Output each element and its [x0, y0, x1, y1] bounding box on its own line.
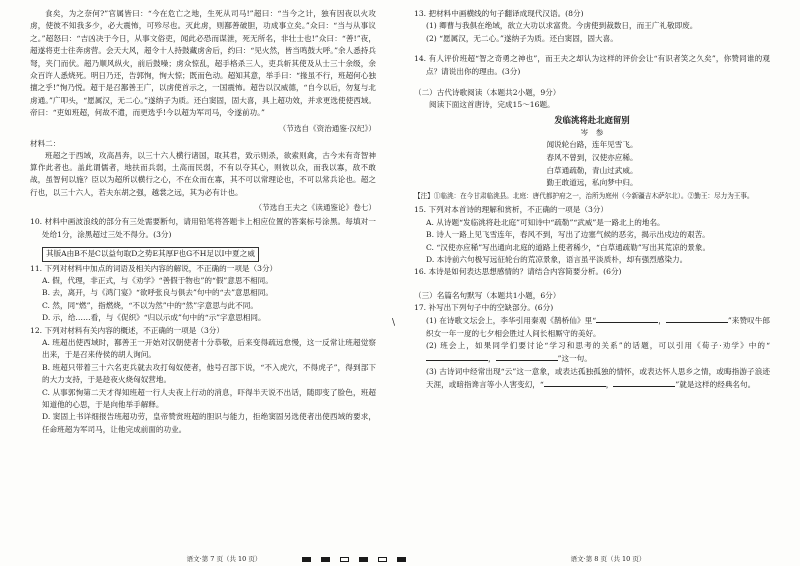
left-page: [0, 0, 388, 566]
question-17-item-2: (2) 班会上，如果同学们要讨论“学习和思考的关系”的话题，可以引用《荀子·劝学》中的“， ”这一句。: [426, 340, 770, 364]
question-17-item-3-tail: ”就是这样的经典名句。: [675, 380, 756, 390]
registration-marks: [302, 557, 406, 562]
question-17-item-1-tail: ”来赞叹牛郎织女一年一度的七夕相会胜过人间长相厮守的美好。: [426, 316, 770, 338]
source-one: （节选自《资治通鉴·汉纪》）: [278, 123, 376, 133]
question-12-option-a[interactable]: A. 班超出使西域时，鄯善王一开始对汉朝使者十分恭敬，后来变得疏远怠慢，这一反常让班超觉察出来，于是召来侍侯的胡人询问。: [42, 337, 376, 360]
section-two-heading: （二）古代诗歌阅读（本题共2小题，9分）: [414, 88, 561, 98]
poem-note: 【注】①临洮：在今甘肃临洮县。北庭：唐代都护府之一，治所为庭州（今新疆吉木萨尔北）。②勤王：尽力为王事。: [414, 191, 754, 200]
question-15-option-a[interactable]: A. 从诗题“发临洮将赴北庭”可知诗中“疏勒”“武威”是一路北上的地名。: [426, 217, 665, 227]
mark-hollow: [378, 557, 387, 562]
mark-solid: [321, 557, 330, 562]
answer-blank[interactable]: [426, 352, 488, 361]
question-13: 13. 把材料中画横线的句子翻译成现代汉语。(8分): [414, 9, 584, 18]
question-17-item-2-lead: (2) 班会上，如果同学们要讨论“学习和思考的关系”的话题，可以引用《荀子·劝学》中的“: [426, 340, 770, 350]
question-17-item-1-lead: (1) 在诗歌文坛会上，李华引用秦观《鹊桥仙》里“: [426, 316, 597, 326]
passage-two: 班超之于西域，攻高昌奔，以三十六人横行诸国，取其君，致示则杀，欲索则禽，古今未有奇智神算作此者也。盖此谓儒者，地扶而兵弱，土高而民弱，不有以夺其心，则彼以众，而我以寡，敌不敢战，虽智何以施？臣以为超所以横行之心，不在众而在寡，其不可以常理论也，不可以常兵论也。超之行也，以三十六人，若夫东胡之强，越裳之远，其为必有计也。: [30, 150, 376, 197]
question-17-item-3: (3) 古诗词中经常出现“云”这一意象，或表达孤独孤独的情怀，或表达怀人思乡之情，或晦指游子浪迹天涯，或暗指谗言等小人害变幻，“ ， ”就是这样的经典名句。: [426, 366, 770, 390]
question-11-option-a[interactable]: A. 假，代理，非正式，与《劝学》“善假于物也”的“假”意思不相同。: [42, 275, 273, 285]
question-15-option-d[interactable]: D. 本诗前六句极写远征轮台的荒凉景象，语言虽平淡质朴，却有强烈感染力。: [426, 254, 688, 264]
question-14: 14. 有人评价班超“智之奇勇之神也”，而王夫之却认为这样的评价会让“有识者笑之久矣”，你赞同谁的观点？请说出你的理由。(3分): [414, 54, 770, 76]
mark-solid: [302, 557, 311, 562]
answer-blank[interactable]: [596, 314, 658, 323]
material-two-label: 材料二：: [30, 138, 61, 148]
question-13-item-2: (2) “愿属汉，无二心。”遂纳子为质。还白窦固，固大喜。: [426, 33, 618, 43]
right-page: [400, 0, 788, 566]
poem-title: 发临洮将赴北庭留别: [554, 115, 630, 126]
question-13-item-1: (1) 卿曹与我俱在绝域，欲立大功以求富贵。今虏使到裁数日，而王广礼敬即废。: [426, 21, 698, 31]
question-15-option-b[interactable]: B. 诗人一路上见飞雪连年，春风不到，写出了边塞气候的恶劣，揭示出戍边的艰苦。: [426, 230, 710, 240]
passage-one: 食矣，为之奈何?”官属皆曰：“今在危亡之地，生死从司马!”超曰：“当今之计，独有因夜以火攻虏，使彼不知我多少，必大震怖，可殄尽也。灭此虏，则鄯善破胆，功成事立矣。”众曰：“当与从事议之。”超怒曰：“吉凶决于今日，从事文俗吏，闻此必恐而谋泄，死无所名，非壮士也!”众曰：“善!”夜，超遂将吏士往奔虏营。会天大风，超令十人持鼓藏虏舍后，约曰：“见火然，皆当鸣鼓大呼。”余人悉持兵弩，夹门而伏。超乃顺风纵火，前后鼓噪；虏众惊乱，超手格杀三人，吏兵斩其使及从士三十余级，余众百许人悉烧死。明日乃还，告郭恂，恂大惊；既而色动。超知其意，举手曰：“掾虽不行，班超何心独擅之乎!”恂乃悦。超于是召鄯善王广，以虏使首示之，一国震怖。超告以汉威德，“自今以后，勿复与北虏通。”广叩头，“愿属汉，无二心。”遂纳子为质。还白窦固，固大喜，具上超功效，并求更选使使西域。帝曰：“吏如班超，何故不遣，而更选乎!今以超为军司马，令遂前功。”: [30, 9, 376, 118]
mark-solid: [359, 557, 368, 562]
poem-line: 勤王敢道远，私向梦中归。: [546, 178, 638, 188]
question-17-item-1: (1) 在诗歌文坛会上，李华引用秦观《鹊桥仙》里“ ， ”来赞叹牛郎织女一年一度的七夕相会胜过人间长相厮守的美好。: [426, 316, 770, 338]
left-page-footer: 语文·第 7 页（共 10 页）: [186, 555, 262, 563]
question-11-option-b[interactable]: B. 去，离开，与《鸿门宴》“欲呼张良与俱去”句中的“去”意思相同。: [42, 288, 273, 298]
right-page-footer: 语文·第 8 页（共 10 页）: [570, 555, 646, 563]
answer-blank[interactable]: [666, 314, 728, 323]
question-17: 17. 补写出下列句子中的空缺部分。(6分): [414, 302, 554, 312]
question-11-option-c[interactable]: C. 然，同“燃”，指燃烧，“不以为然”中的“然”字意思与此不同。: [42, 300, 258, 310]
question-15-option-c[interactable]: C. “汉使亦应稀”写出通向北庭的道路上使者稀少，“白草通疏勒”写出其荒凉的景象。: [426, 242, 711, 252]
answer-blank[interactable]: [496, 352, 558, 361]
question-17-item-2-tail: ”这一句。: [557, 354, 592, 364]
question-10-sentence: 其版A由B不是C以益句取D之势E其厚F也G不H足以I中夏之威: [42, 247, 259, 261]
question-11-option-d[interactable]: D. 示，给……看，与《促织》“归以示成”句中的“示”字意思相同。: [42, 313, 266, 323]
poem-line: 闻说轮台路，连年见雪飞。: [546, 140, 638, 150]
question-17-item-3-lead: (3) 古诗词中经常出现“云”这一意象，或表达孤独孤独的情怀，或表达怀人思乡之情，或晦指游子浪迹天涯，或暗指谗言等小人害变幻，“: [426, 366, 770, 390]
answer-blank[interactable]: [544, 378, 606, 387]
answer-blank[interactable]: [613, 378, 675, 387]
poem-line: 春风不曾到，汉使亦应稀。: [546, 153, 638, 163]
section-three-heading: （三）名篇名句默写（本题共1小题，6分）: [414, 290, 561, 300]
margin-mark: \: [392, 318, 396, 328]
question-12-option-b[interactable]: B. 班超只带着三十六名吏兵就去攻打匈奴使者，他号召部下说，“不入虎穴，不得虎子”，得到部下的大力支持，于是趁夜火烧匈奴营地。: [42, 362, 376, 385]
mark-hollow: [340, 557, 349, 562]
question-12-option-c[interactable]: C. 从事郭恂第二天才得知班超一行人夫夜上行动的消息，吓得半天说不出话，随即变了脸色，班超知道他的心思，于是向他举手解释。: [42, 387, 376, 409]
question-15: 15. 下列对本首诗的理解和赏析，不正确的一项是（3分）: [414, 205, 608, 215]
poem-author: 岑 参: [580, 128, 604, 138]
source-two: （节选自王夫之《读通鉴论》卷七）: [254, 203, 376, 213]
poem-line: 白草通疏勒，青山过武威。: [546, 165, 638, 175]
question-16: 16. 本诗是如何表达思想感情的？请结合内容简要分析。(6分): [414, 267, 622, 277]
question-10: 10. 材料中画波浪线的部分有三处需要断句，请用铅笔将答题卡上相应位置的答案标号涂黑。每填对一处给1分，涂黑超过三处不得分。(3分): [30, 217, 376, 239]
question-11: 11. 下列对材料中加点的词语及相关内容的解说，不正确的一项是（3分）: [30, 263, 278, 273]
section-two-instructions: 阅读下面这首唐诗，完成15～16题。: [429, 100, 555, 110]
question-12-option-d[interactable]: D. 窦固上书详细报告班超功劳，皇帝赞赏班超的胆识与能力，拒绝窦固另选使者出使西域的要求，任命班超为军司马，让他完成前面的功业。: [42, 412, 376, 434]
question-12: 12. 下列对材料有关内容的概述，不正确的一项是（3分）: [30, 325, 224, 335]
